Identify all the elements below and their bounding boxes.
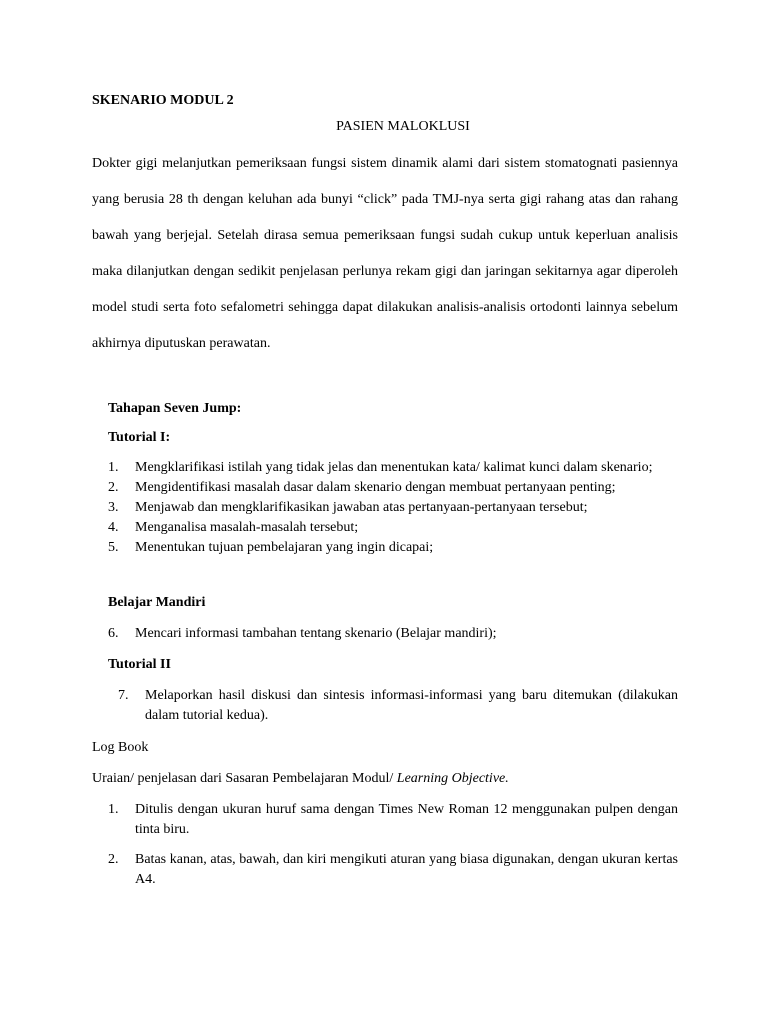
list-item-text: Batas kanan, atas, bawah, dan kiri mengikuti aturan yang biasa digunakan, dengan ukuran kertas A4. xyxy=(135,852,678,887)
list-item-text: Ditulis dengan ukuran huruf sama dengan Times New Roman 12 menggunakan pulpen dengan tinta biru. xyxy=(135,802,678,837)
list-item-number: 6. xyxy=(108,626,119,641)
list-item xyxy=(108,498,678,518)
list-item-text: Mengidentifikasi masalah dasar dalam skenario dengan membuat pertanyaan penting; xyxy=(135,480,616,495)
list-item-number: 2. xyxy=(108,480,119,495)
list-item-number: 1. xyxy=(108,802,119,817)
list-item xyxy=(118,686,678,726)
belajar-mandiri-list xyxy=(108,624,678,644)
list-item xyxy=(108,538,678,558)
list-item-number: 4. xyxy=(108,520,119,535)
list-item-text: Mengklarifikasi istilah yang tidak jelas dan menentukan kata/ kalimat kunci dalam skenario; xyxy=(135,460,653,475)
uraian-text: Uraian/ penjelasan dari Sasaran Pembelajaran Modul/ xyxy=(92,771,397,786)
list-item-text: Menentukan tujuan pembelajaran yang ingin dicapai; xyxy=(135,540,434,555)
list-item xyxy=(108,850,678,890)
tutorial-2-heading: Tutorial II xyxy=(108,657,171,672)
list-item-number: 2. xyxy=(108,852,119,867)
list-item xyxy=(108,800,678,840)
list-item-number: 5. xyxy=(108,540,119,555)
seven-jump-heading: Tahapan Seven Jump: xyxy=(108,401,242,416)
module-heading: SKENARIO MODUL 2 xyxy=(92,93,234,108)
list-item-text: Menganalisa masalah-masalah tersebut; xyxy=(135,520,359,535)
list-item-number: 1. xyxy=(108,460,119,475)
scenario-title: PASIEN MALOKLUSI xyxy=(336,119,470,134)
tutorial-1-list xyxy=(108,458,678,558)
uraian-line xyxy=(92,771,509,787)
scenario-paragraph: Dokter gigi melanjutkan pemeriksaan fungsi sistem dinamik alami dari sistem stomatognati pasiennya yang berusia 28 th dengan keluhan ada bunyi “click” pada TMJ-nya serta gigi rahang atas dan rahang bawah yang berjejal. Setelah dirasa semua pemeriksaan fungsi sudah cukup untuk keperluan analisis maka dilanjutkan dengan sedikit penjelasan perlunya rekam gigi dan jaringan sekitarnya agar diperoleh model studi serta foto sefalometri sehingga dapat dilakukan analisis-analisis ortodonti lainnya sebelum akhirnya diputuskan perawatan. xyxy=(92,156,678,351)
tutorial-1-heading: Tutorial I: xyxy=(108,430,171,445)
list-item-number: 7. xyxy=(118,688,129,703)
list-item xyxy=(108,478,678,498)
uraian-italic: Learning Objective. xyxy=(396,771,509,786)
logbook-heading: Log Book xyxy=(92,740,149,755)
list-item-text: Mencari informasi tambahan tentang skenario (Belajar mandiri); xyxy=(135,626,497,641)
list-item xyxy=(108,518,678,538)
list-item-text: Menjawab dan mengklarifikasikan jawaban atas pertanyaan-pertanyaan tersebut; xyxy=(135,500,588,515)
list-item xyxy=(108,624,678,644)
list-item-text: Melaporkan hasil diskusi dan sintesis informasi-informasi yang baru ditemukan (dilakukan dalam tutorial kedua). xyxy=(145,688,678,723)
list-item-number: 3. xyxy=(108,500,119,515)
list-item xyxy=(108,458,678,478)
belajar-mandiri-heading: Belajar Mandiri xyxy=(108,595,206,610)
tutorial-2-list xyxy=(118,686,678,726)
logbook-rules-list xyxy=(108,800,678,900)
